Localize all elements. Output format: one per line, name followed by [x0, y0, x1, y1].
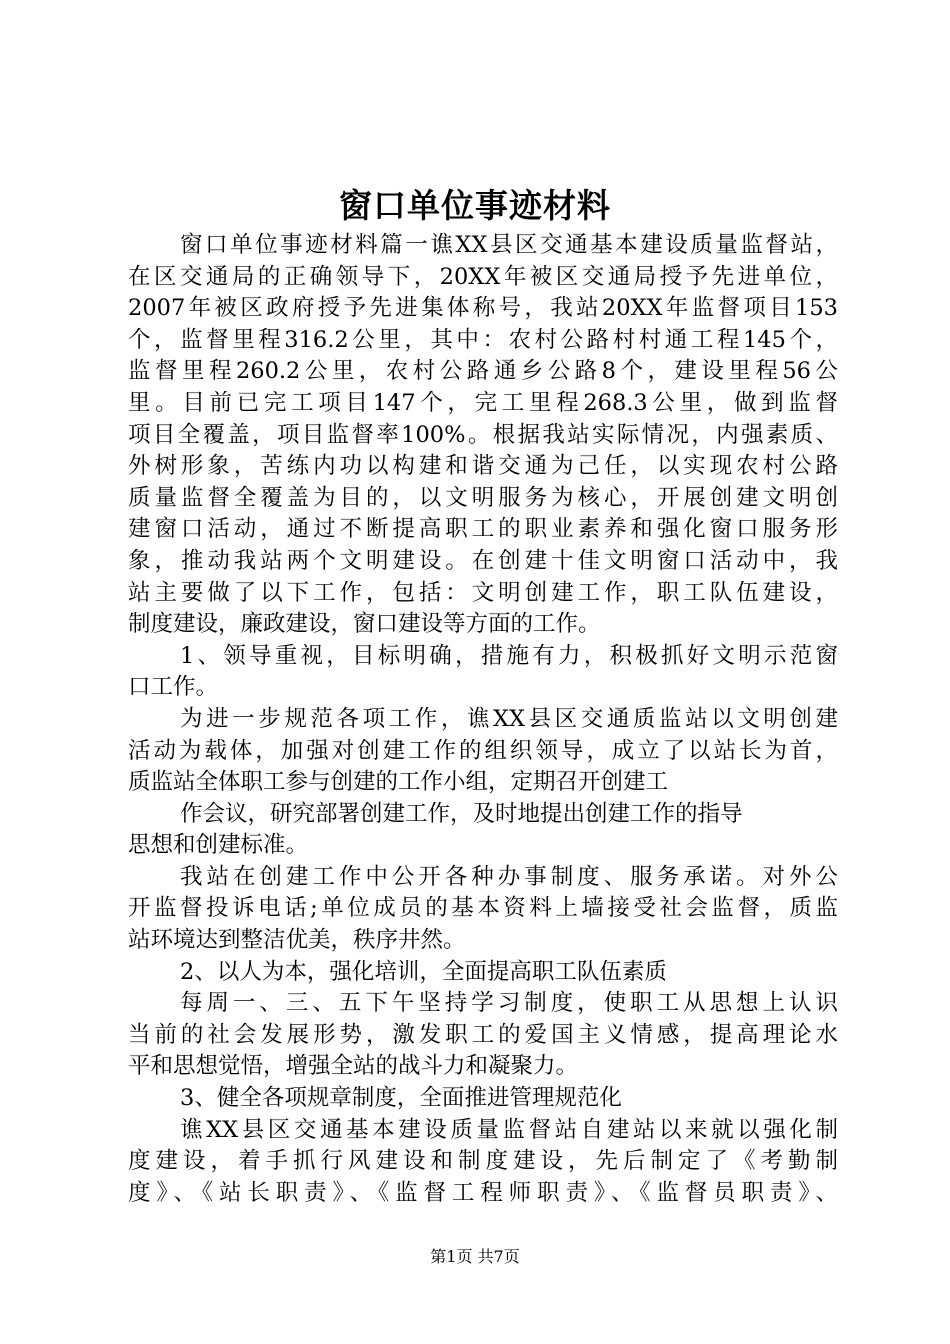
- text-line: 2007年被区政府授予先进集体称号，我站20XX年监督项目153: [128, 295, 838, 322]
- page-footer: 第1页 共7页: [430, 1247, 520, 1266]
- text-line: 外树形象，苦练内功以构建和谐交通为己任，以实现农村公路: [128, 453, 838, 480]
- text-line: 平和思想觉悟，增强全站的战斗力和凝聚力。: [128, 1053, 579, 1080]
- text-line: 每周一、三、五下午坚持学习制度，使职工从思想上认识: [180, 990, 838, 1017]
- text-line: 我站在创建工作中公开各种办事制度、服务承诺。对外公: [180, 863, 838, 890]
- text-line: 活动为载体，加强对创建工作的组织领导，成立了以站长为首，: [128, 737, 838, 764]
- text-line: 项目全覆盖，项目监督率100%。根据我站实际情况，内强素质、: [128, 421, 838, 448]
- text-line: 开监督投诉电话;单位成员的基本资料上墙接受社会监督，质监: [128, 895, 838, 922]
- page-title: 窗口单位事迹材料: [339, 186, 611, 225]
- text-line: 度》、《站长职责》、《监督工程师职责》、《监督员职责》、: [128, 1179, 838, 1206]
- document-body: [128, 230, 838, 1209]
- text-line: 当前的社会发展形势，激发职工的爱国主义情感，提高理论水: [128, 1021, 838, 1048]
- text-line: 个，监督里程316.2公里，其中：农村公路村村通工程145个，: [128, 326, 838, 353]
- text-line: 窗口单位事迹材料篇一谯XX县区交通基本建设质量监督站，: [180, 232, 838, 258]
- text-line: 站环境达到整洁优美，秩序井然。: [128, 927, 466, 954]
- text-line: 监督里程260.2公里，农村公路通乡公路8个，建设里程56公: [128, 358, 838, 385]
- section-heading: 2、以人为本，强化培训，全面提高职工队伍素质: [180, 958, 667, 985]
- text-line: 为进一步规范各项工作，谯XX县区交通质监站以文明创建: [180, 705, 838, 732]
- text-line: 建窗口活动，通过不断提高职工的职业素养和强化窗口服务形: [128, 516, 838, 543]
- text-line: 作会议，研究部署创建工作，及时地提出创建工作的指导: [180, 800, 743, 827]
- text-line: 谯XX县区交通基本建设质量监督站自建站以来就以强化制: [180, 1116, 838, 1143]
- text-line: 在区交通局的正确领导下，20XX年被区交通局授予先进单位，: [128, 263, 838, 290]
- text-line: 制度建设，廉政建设，窗口建设等方面的工作。: [128, 611, 601, 638]
- text-line: 里。目前已完工项目147个，完工里程268.3公里，做到监督: [128, 389, 838, 416]
- text-line: 思想和创建标准。: [128, 832, 309, 859]
- section-heading: 1、领导重视，目标明确，措施有力，积极抓好文明示范窗: [180, 642, 838, 669]
- text-line: 象，推动我站两个文明建设。在创建十佳文明窗口活动中，我: [128, 547, 838, 574]
- text-line: 站主要做了以下工作，包括：文明创建工作，职工队伍建设，: [128, 579, 838, 606]
- text-line: 质监站全体职工参与创建的工作小组，定期召开创建工: [128, 769, 669, 796]
- text-line: 口工作。: [128, 674, 219, 701]
- text-line: 质量监督全覆盖为目的，以文明服务为核心，开展创建文明创: [128, 484, 838, 511]
- section-heading: 3、健全各项规章制度，全面推进管理规范化: [180, 1085, 622, 1112]
- text-line: 度建设，着手抓行风建设和制度建设，先后制定了《考勤制: [128, 1148, 838, 1175]
